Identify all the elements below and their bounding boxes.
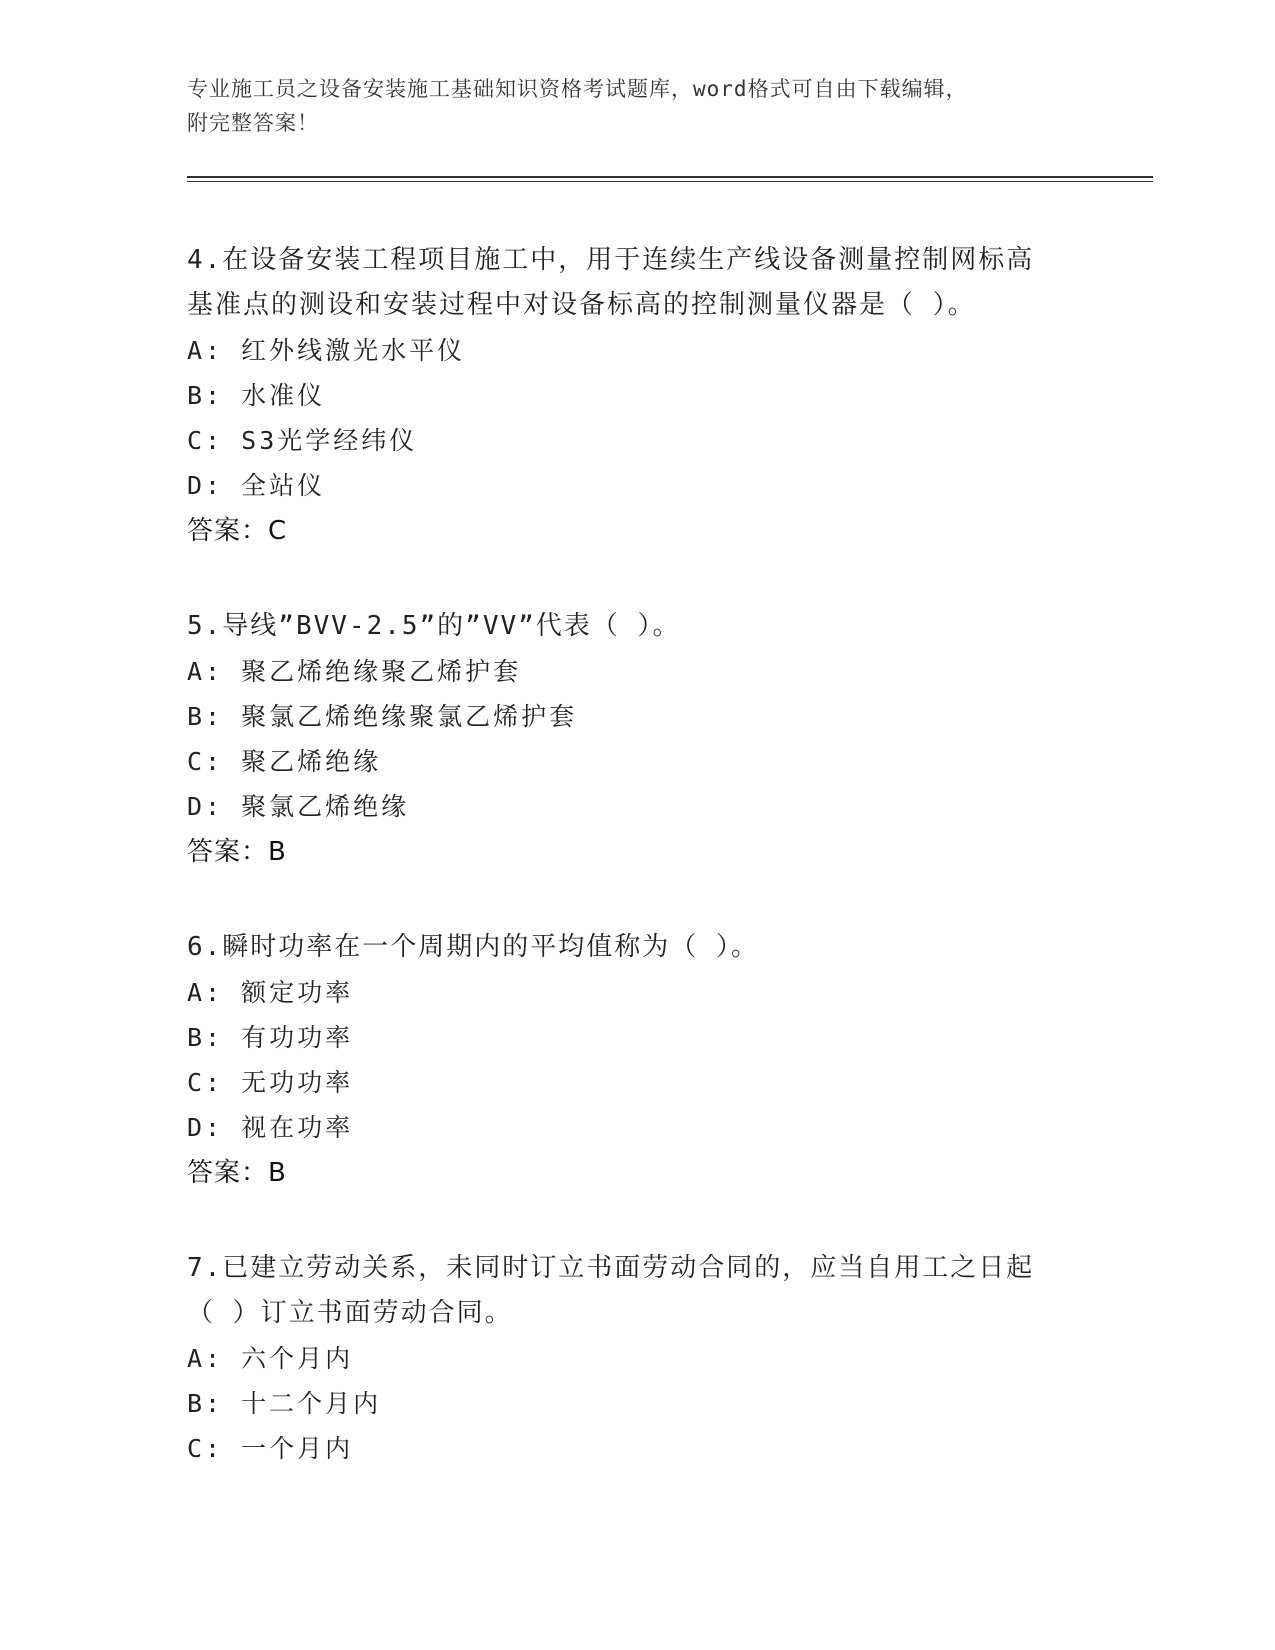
question-stem: 4.在设备安装工程项目施工中，用于连续生产线设备测量控制网标高: [187, 245, 1035, 275]
question-6: [187, 925, 1153, 1196]
option-c: C: 聚乙烯绝缘: [187, 747, 382, 776]
option-a: A: 聚乙烯绝缘聚乙烯护套: [187, 657, 522, 686]
answer: 答案：C: [187, 516, 288, 546]
answer: 答案：B: [187, 837, 287, 867]
option-a: A: 六个月内: [187, 1344, 354, 1373]
option-a: A: 额定功率: [187, 978, 354, 1007]
option-d: D: 聚氯乙烯绝缘: [187, 792, 410, 821]
document-header: [187, 72, 1153, 140]
header-divider-thin: [187, 181, 1153, 182]
option-b: B: 有功功率: [187, 1023, 354, 1052]
option-d: D: 视在功率: [187, 1113, 354, 1142]
question-5: [187, 604, 1153, 875]
question-stem: 7.已建立劳动关系，未同时订立书面劳动合同的，应当自用工之日起: [187, 1253, 1035, 1283]
document-page: [187, 72, 1153, 1471]
question-stem: 基准点的测设和安装过程中对设备标高的控制测量仪器是（ ）。: [187, 290, 976, 320]
question-4: [187, 238, 1153, 554]
header-line-2: 附完整答案！: [187, 111, 319, 135]
option-c: C: S3光学经纬仪: [187, 426, 418, 455]
option-b: B: 聚氯乙烯绝缘聚氯乙烯护套: [187, 702, 578, 731]
header-line-1: 专业施工员之设备安装施工基础知识资格考试题库，word格式可自由下载编辑，: [187, 77, 968, 101]
question-stem: 5.导线”BVV-2.5”的”VV”代表（ ）。: [187, 611, 681, 641]
answer: 答案：B: [187, 1158, 287, 1188]
question-stem: 6.瞬时功率在一个周期内的平均值称为（ ）。: [187, 932, 759, 962]
option-c: C: 一个月内: [187, 1434, 354, 1463]
option-c: C: 无功功率: [187, 1068, 354, 1097]
option-a: A: 红外线激光水平仪: [187, 336, 466, 365]
header-divider: [187, 176, 1153, 178]
question-7: [187, 1246, 1153, 1471]
option-b: B: 十二个月内: [187, 1389, 382, 1418]
question-stem: （ ）订立书面劳动合同。: [187, 1298, 513, 1328]
option-b: B: 水准仪: [187, 381, 326, 410]
option-d: D: 全站仪: [187, 471, 326, 500]
